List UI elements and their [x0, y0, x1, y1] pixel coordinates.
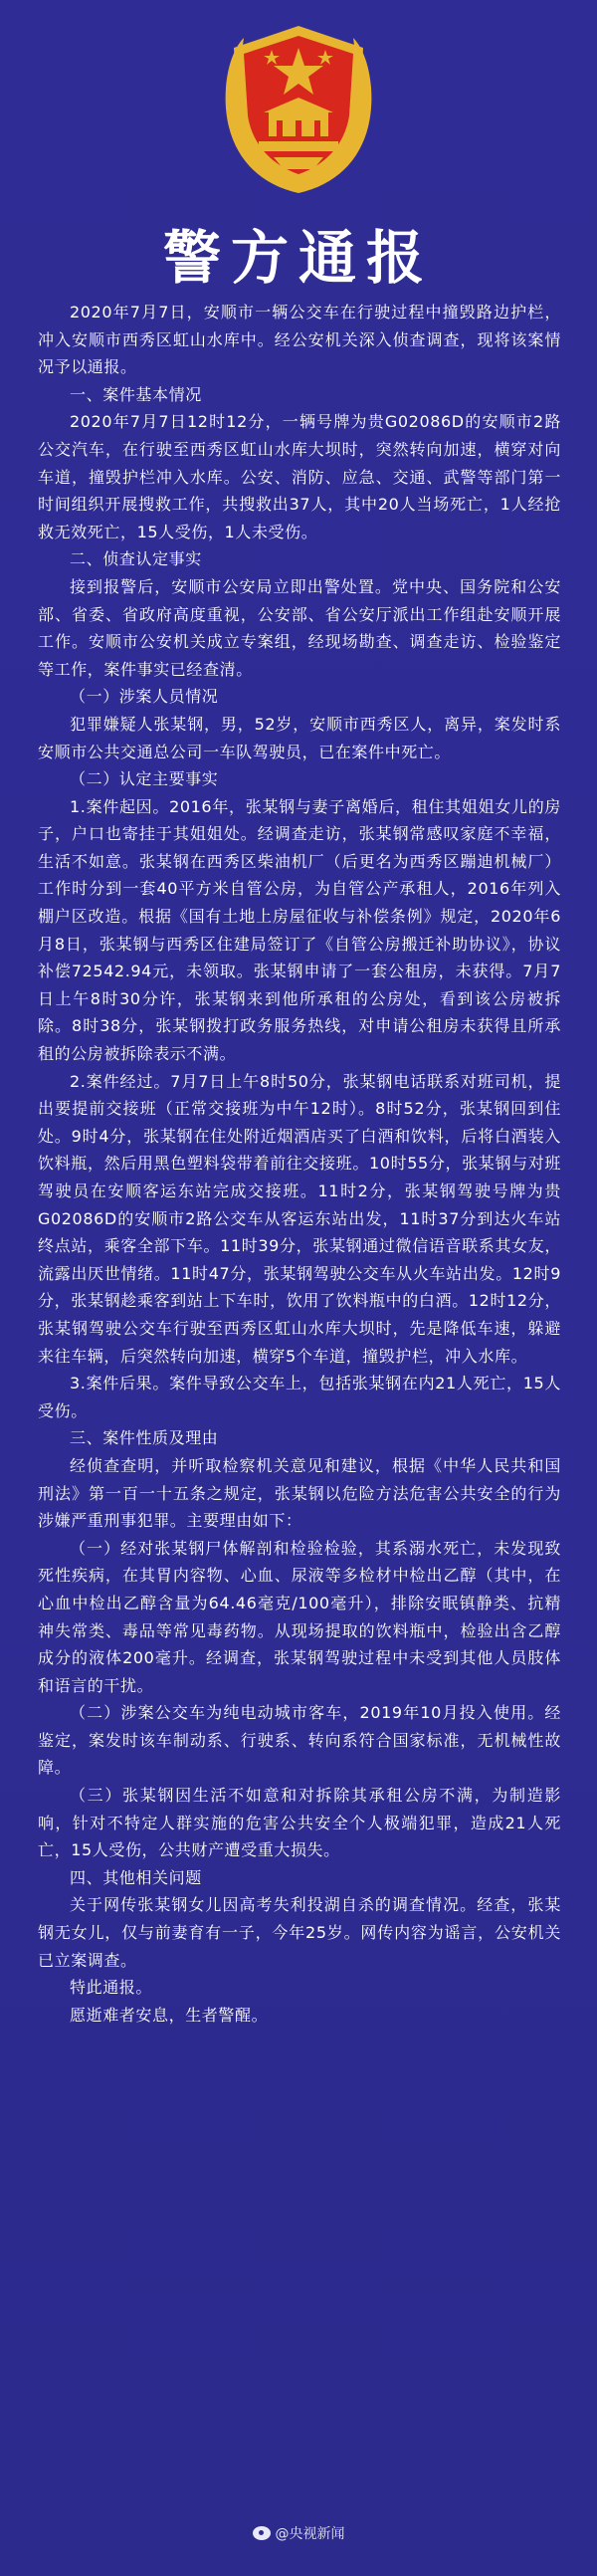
weibo-icon [253, 2526, 271, 2540]
body-paragraph: （三）张某钢因生活不如意和对拆除其承租公房不满，为制造影响，针对不特定人群实施的危害公共安全个人极端犯罪，造成21人死亡，15人受伤，公共财产遭受重大损失。 [38, 1786, 561, 1860]
intro-paragraph: 2020年7月7日，安顺市一辆公交车在行驶过程中撞毁路边护栏，冲入安顺市西秀区虹山水库中。经公安机关深入侦查调查，现将该案情况予以通报。 [38, 303, 561, 377]
body-paragraph: 3.案件后果。案件导致公交车上，包括张某钢在内21人死亡，15人受伤。 [38, 1374, 561, 1420]
body-paragraph: 1.案件起因。2016年，张某钢与妻子离婚后，租住其姐姐女儿的房子，户口也寄挂于其姐姐处。经调查走访，张某钢常感叹家庭不幸福，生活不如意。张某钢在西秀区柴油机厂（后更名为西秀区蹦迪机械厂）工作时分到一套40平方米自管公房，为自管公产承租人，2016年列入棚户区改造。根据《国有土地上房屋征收与补偿条例》规定，2020年6月8日，张某钢与西秀区住建局签订了《自管公房搬迁补助协议》，协议补偿72542.94元，未领取。张某钢申请了一套公租房，未获得。7月7日上午8时30分许，张某钢来到他所承租的公房处，看到该公房被拆除。8时38分，张某钢拨打政务服务热线，对申请公租房未获得且所承租的公房被拆除表示不满。 [38, 796, 561, 1064]
closing-line: 愿逝难者安息，生者警醒。 [70, 2005, 269, 2025]
closing-line: 特此通报。 [70, 1978, 153, 1998]
body-paragraph: 经侦查查明，并听取检察机关意见和建议，根据《中华人民共和国刑法》第一百一十五条之规定，张某钢以危险方法危害公共安全的行为涉嫌严重刑事犯罪。主要理由如下： [38, 1455, 561, 1531]
body-paragraph: （一）经对张某钢尸体解剖和检验检验，其系溺水死亡，未发现致死性疾病，在其胃内容物、心血、尿液等多检材中检出乙醇（其中，在心血中检出乙醇含量为64.46毫克/100毫升），排除安眠镇静类、抗精神失常类、毒品等常见毒药物。从现场提取的饮料瓶中，检验出含乙醇成分的液体200毫升。经调查，张某钢驾驶过程中未受到其他人员肢体和语言的干扰。 [38, 1538, 561, 1695]
section-heading: 三、案件性质及理由 [70, 1428, 219, 1448]
body-paragraph: 2.案件经过。7月7日上午8时50分，张某钢电话联系对班司机，提出要提前交接班（正常交接班为中午12时）。8时52分，张某钢回到住处。9时4分，张某钢在住处附近烟酒店买了白酒和饮料，后将白酒装入饮料瓶，然后用黑色塑料袋带着前往交接班。10时55分，张某钢与对班驾驶员在安顺客运东站完成交接班。11时2分，张某钢驾驶号牌为贵G02086D的安顺市2路公交车从客运东站出发，11时37分到达火车站终点站，乘客全部下车。11时39分，张某钢通过微信语音联系其女友，流露出厌世情绪。11时47分，张某钢驾驶公交车从火车站出发。12时9分，张某钢趁乘客到站上下车时，饮用了饮料瓶中的白酒。12时12分，张某钢驾驶公交车行驶至西秀区虹山水库大坝时，先是降低车速，躲避来往车辆，后突然转向加速，横穿5个车道，撞毁护栏，冲入水库。 [38, 1071, 561, 1366]
body-paragraph: 接到报警后，安顺市公安局立即出警处置。党中央、国务院和公安部、省委、省政府高度重视，公安部、省公安厅派出工作组赴安顺开展工作。安顺市公安机关成立专案组，经现场勘查、调查走访、检验鉴定等工作，案件事实已经查清。 [38, 576, 561, 679]
body-paragraph: 关于网传张某钢女儿因高考失利投湖自杀的调查情况。经查，张某钢无女儿，仅与前妻育有一子，今年25岁。网传内容为谣言，公安机关已立案调查。 [38, 1895, 561, 1970]
body-paragraph: 2020年7月7日12时12分，一辆号牌为贵G02086D的安顺市2路公交汽车，在行驶至西秀区虹山水库大坝时，突然转向加速，横穿对向车道，撞毁护栏冲入水库。公安、消防、应急、交通、武警等部门第一时间组织开展搜救工作，共搜救出37人，其中20人当场死亡，1人经抢救无效死亡，15人受伤，1人未受伤。 [38, 412, 561, 541]
police-emblem-icon [214, 18, 383, 197]
section-heading: 二、侦查认定事实 [70, 549, 202, 569]
page-title: 警方通报 [162, 224, 434, 292]
source-watermark [0, 2523, 597, 2543]
source-label: @央视新闻 [275, 2526, 345, 2542]
section-heading: 一、案件基本情况 [70, 384, 202, 404]
section-heading: 四、其他相关问题 [70, 1867, 202, 1887]
body-paragraph: （二）涉案公交车为纯电动城市客车，2019年10月投入使用。经鉴定，案发时该车制动系、行驶系、转向系符合国家标准，无机械性故障。 [38, 1703, 561, 1778]
subsection-heading: （一）涉案人员情况 [70, 687, 219, 707]
subsection-heading: （二）认定主要事实 [70, 769, 219, 789]
emblem-area [0, 18, 597, 197]
body-paragraph: 犯罪嫌疑人张某钢，男，52岁，安顺市西秀区人，离异，案发时系安顺市公共交通总公司一车队驾驶员，已在案件中死亡。 [38, 714, 561, 761]
notice-body [38, 299, 561, 2469]
